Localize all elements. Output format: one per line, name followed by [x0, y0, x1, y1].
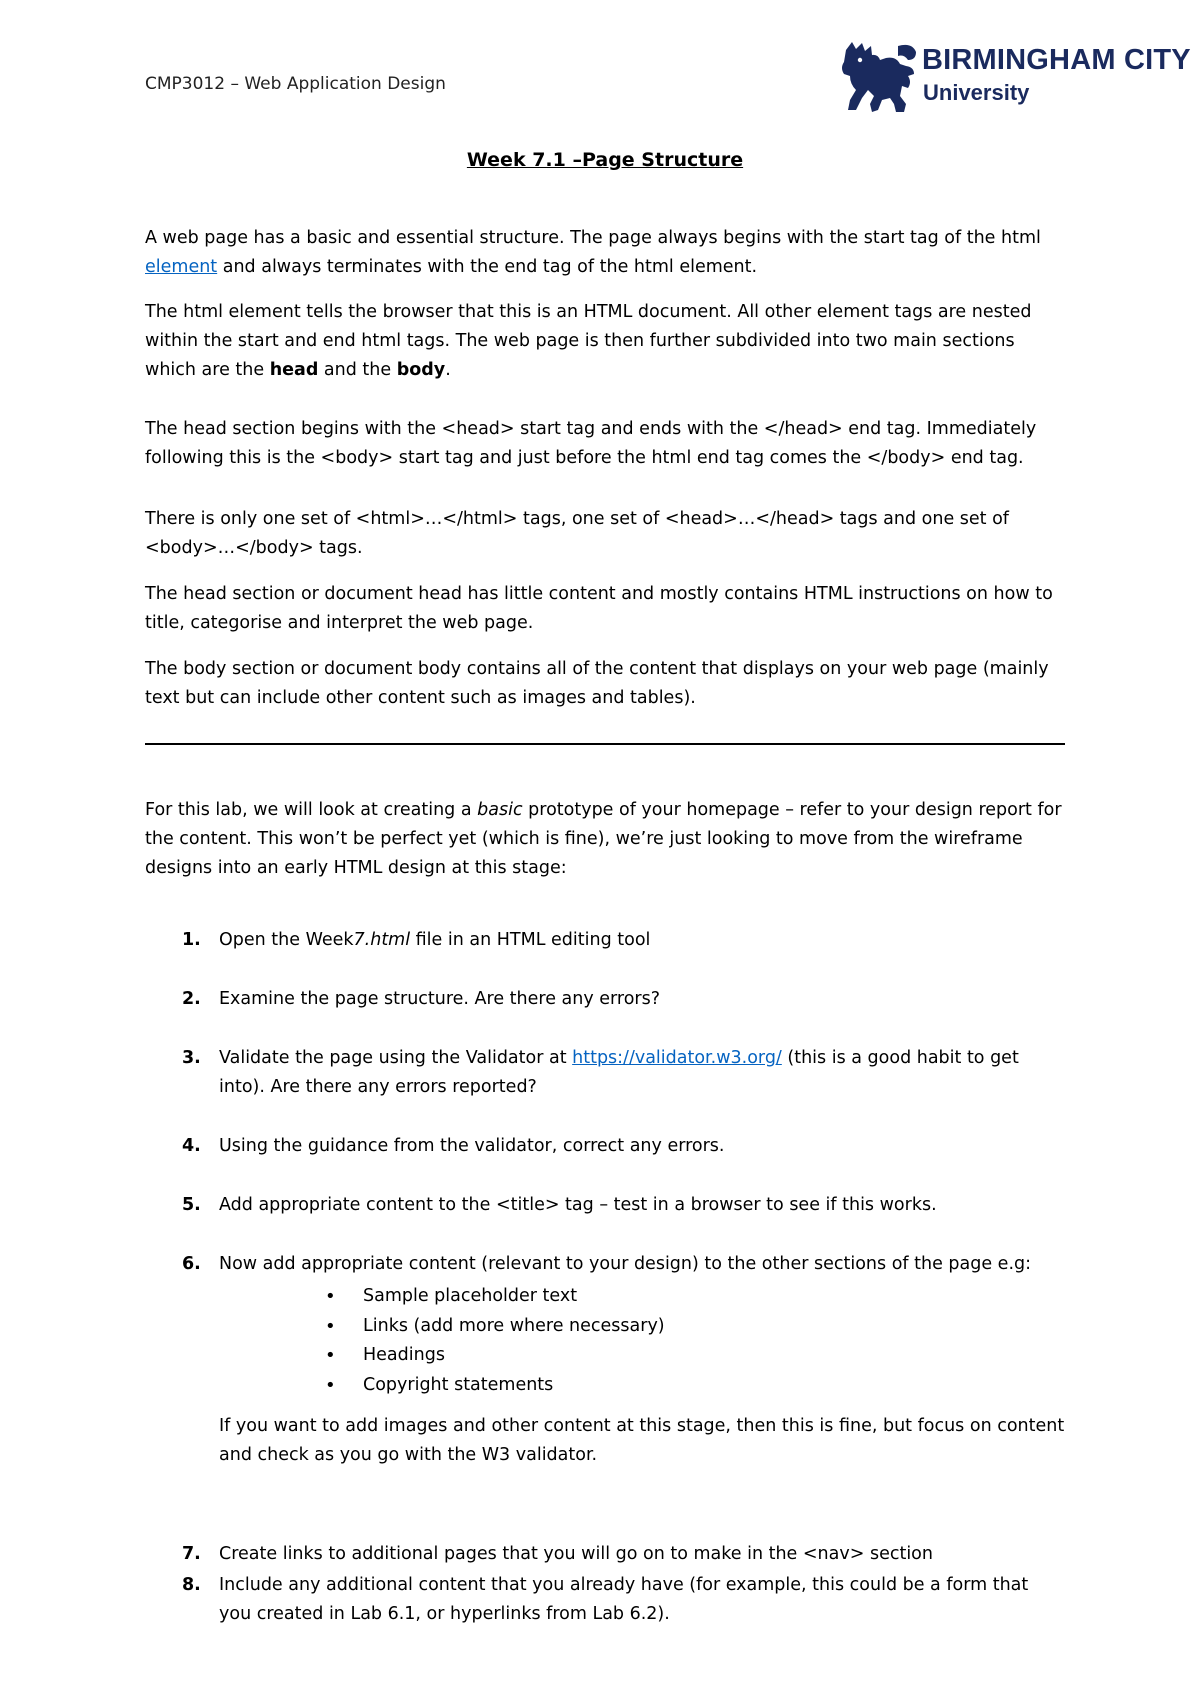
intro-text: . [445, 360, 451, 380]
step-number: 2. [182, 989, 201, 1009]
step-text: Now add appropriate content (relevant to your design) to the other sections of the page e.g: [219, 1254, 1032, 1274]
step-text: Examine the page structure. Are there any errors? [219, 989, 661, 1009]
filename: 7.html [353, 930, 411, 950]
step-text: Create links to additional pages that you will go on to make in the <nav> section [219, 1544, 933, 1564]
step-number: 1. [182, 930, 201, 950]
lion-crest-icon [838, 40, 918, 114]
intro-text: and always terminates with the end tag of the html element. [217, 257, 758, 277]
lab-intro [145, 796, 1065, 883]
step-number: 5. [182, 1195, 201, 1215]
intro-paragraph-3: The head section begins with the <head> start tag and ends with the </head> end tag. Immediately following this is the <body> start tag and just before the html end tag comes the </body> end tag. [145, 419, 1037, 468]
bullet-text: Copyright statements [363, 1374, 554, 1395]
logo-text-line2: University [923, 80, 1030, 105]
intro-paragraph-4: There is only one set of <html>…</html> tags, one set of <head>…</head> tags and one set of <body>…</body> tags. [145, 509, 1009, 558]
intro-paragraph-6: The body section or document body contains all of the content that displays on your web page (mainly text but can include other content such as images and tables). [145, 659, 1049, 708]
element-link[interactable]: element [145, 257, 218, 277]
intro-text: and the [318, 360, 397, 380]
university-logo [838, 40, 1191, 116]
step-number: 6. [182, 1254, 201, 1274]
page-title: Week 7.1 –Page Structure [466, 149, 744, 171]
step-text [219, 1044, 1065, 1102]
list-item [325, 1282, 665, 1312]
lab-intro-text: For this lab, we will look at creating a [145, 800, 478, 820]
bullet-text: Headings [363, 1345, 445, 1365]
bullet-icon: • [325, 1374, 336, 1396]
list-item [325, 1312, 665, 1342]
step-text-part: (this is a good habit to get into). Are there any errors reported? [219, 1048, 1019, 1097]
step-text-part: Validate the page using the Validator at [219, 1048, 573, 1068]
intro-paragraph-2 [145, 298, 1065, 385]
body-keyword: body [396, 360, 446, 380]
step-number: 8. [182, 1575, 201, 1595]
step-text-part: file in an HTML editing tool [410, 930, 651, 950]
step-number: 3. [182, 1048, 201, 1068]
course-header: CMP3012 – Web Application Design [145, 74, 446, 94]
bullet-icon: • [325, 1315, 336, 1337]
step-number: 4. [182, 1136, 201, 1156]
bullet-text: Links (add more where necessary) [363, 1315, 665, 1336]
step-text: Include any additional content that you already have (for example, this could be a form that you created in Lab 6.1, or hyperlinks from Lab 6.2). [219, 1575, 1029, 1624]
bullet-icon: • [325, 1345, 336, 1366]
intro-text: A web page has a basic and essential structure. The page always begins with the start tag of the html [145, 228, 1041, 248]
bullet-icon: • [325, 1286, 336, 1307]
step-text: Using the guidance from the validator, correct any errors. [219, 1136, 725, 1156]
list-item [325, 1341, 665, 1371]
step-number: 7. [182, 1544, 201, 1564]
content-bullet-list [325, 1282, 665, 1400]
step-text: Add appropriate content to the <title> tag – test in a browser to see if this works. [219, 1195, 937, 1215]
logo-text-line1: BIRMINGHAM CITY [922, 44, 1191, 76]
lab-intro-text: prototype of your homepage – refer to your design report for the content. This won’t be perfect yet (which is fine), we’re just looking to move from the wireframe designs into an early HTML design at this stage: [145, 800, 1062, 878]
step-6-note: If you want to add images and other content at this stage, then this is fine, but focus on content and check as you go with the W3 validator. [219, 1416, 1065, 1465]
step-text [219, 926, 1065, 955]
head-keyword: head [269, 360, 319, 380]
intro-paragraph-5: The head section or document head has little content and mostly contains HTML instructions on how to title, categorise and interpret the web page. [145, 584, 1053, 633]
validator-link[interactable]: https://validator.w3.org/ [572, 1048, 782, 1068]
intro-paragraph-1 [145, 224, 1065, 282]
bullet-text: Sample placeholder text [363, 1286, 578, 1306]
step-text-part: Open the Week [219, 930, 354, 950]
section-divider [145, 743, 1065, 745]
basic-emphasis: basic [477, 800, 523, 820]
list-item [325, 1371, 665, 1401]
intro-text: The html element tells the browser that this is an HTML document. All other element tags are nested within the start and end html tags. The web page is then further subdivided into two main sections which are the [145, 302, 1032, 380]
